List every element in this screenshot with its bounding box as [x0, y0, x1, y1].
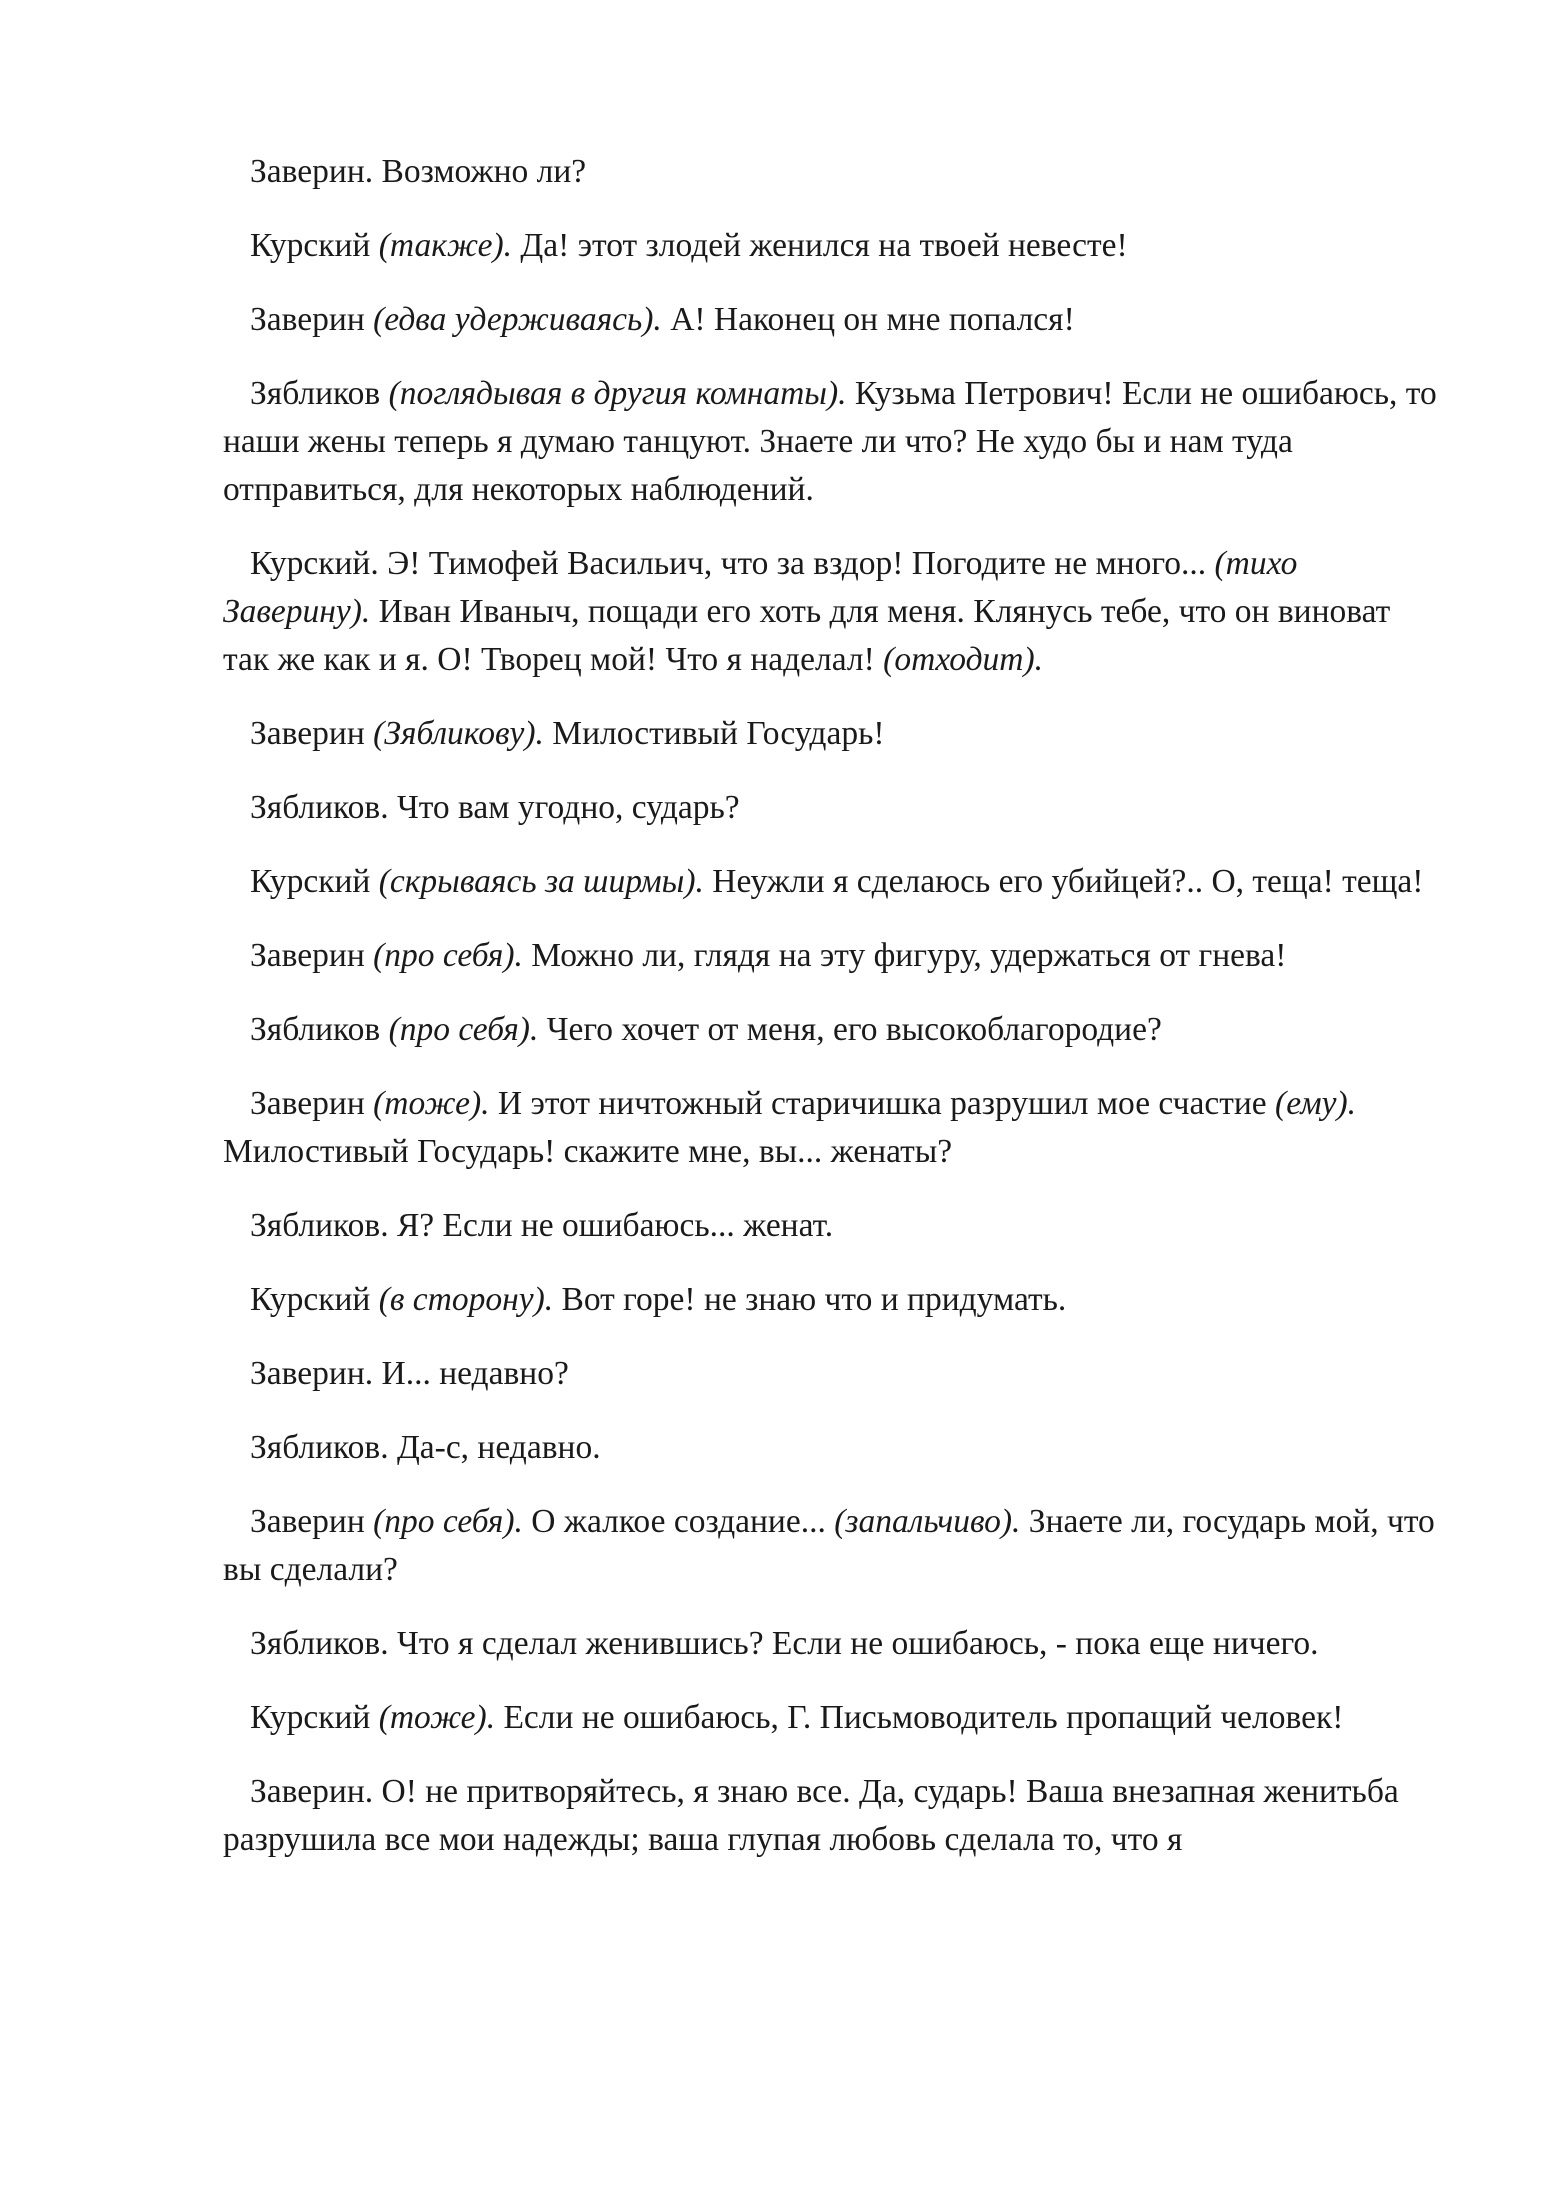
- stage-direction: (в сторону).: [378, 1281, 554, 1318]
- paragraph-4: [223, 370, 1438, 514]
- dialogue-text: Иван Иваныч, пощади его хоть для меня. Клянусь тебе, что он виноват так же как и я. О! Творец мой! Что я наделал!: [223, 593, 1391, 678]
- paragraph-2: [223, 222, 1438, 270]
- dialogue-text: Курский. Э! Тимофей Васильич, что за вздор! Погодите не много...: [250, 545, 1215, 582]
- paragraph-16: [223, 1498, 1438, 1594]
- paragraph-12: [223, 1202, 1438, 1250]
- speaker-text: Заверин. Возможно ли?: [250, 153, 587, 190]
- stage-direction: (скрываясь за ширмы).: [378, 863, 704, 900]
- paragraph-18: [223, 1694, 1438, 1742]
- stage-direction: (ему).: [1275, 1085, 1357, 1122]
- paragraph-19: [223, 1768, 1438, 1864]
- speaker-text: Зябликов: [250, 375, 389, 412]
- dialogue-text: Заверин. О! не притворяйтесь, я знаю все. Да, сударь! Ваша внезапная женитьба разрушила все мои надежды; ваша глупая любовь сделала то, что я: [223, 1773, 1399, 1858]
- dialogue-text: Зябликов. Я? Если не ошибаюсь... женат.: [250, 1207, 834, 1244]
- speaker-text: Курский: [250, 227, 379, 264]
- stage-direction: (также).: [378, 227, 512, 264]
- dialogue-text: Можно ли, глядя на эту фигуру, удержаться от гнева!: [522, 937, 1287, 974]
- dialogue-text: Милостивый Государь! скажите мне, вы... женаты?: [223, 1133, 953, 1170]
- dialogue-text: Да! этот злодей женился на твоей невесте!: [512, 227, 1128, 264]
- paragraph-14: [223, 1350, 1438, 1398]
- paragraph-15: [223, 1424, 1438, 1472]
- stage-direction: (тоже).: [373, 1085, 490, 1122]
- dialogue-text: Если не ошибаюсь, Г. Письмоводитель пропащий человек!: [495, 1699, 1344, 1736]
- paragraph-9: [223, 932, 1438, 980]
- speaker-text: Заверин: [250, 1085, 374, 1122]
- stage-direction: (тоже).: [378, 1699, 496, 1736]
- stage-direction: (отходит).: [883, 641, 1044, 678]
- paragraph-17: [223, 1620, 1438, 1668]
- speaker-text: Курский: [250, 863, 379, 900]
- dialogue-text: Неужли я сделаюсь его убийцей?.. О, теща! теща!: [703, 863, 1424, 900]
- speaker-text: Зябликов: [250, 1011, 389, 1048]
- dialogue-text: Знаете ли, государь мой, что вы сделали?: [223, 1503, 1435, 1588]
- dialogue-text: Заверин. И... недавно?: [250, 1355, 569, 1392]
- stage-direction: (про себя).: [373, 937, 523, 974]
- dialogue-text: Кузьма Петрович! Если не ошибаюсь, то наши жены теперь я думаю танцуют. Знаете ли что? Не худо бы и нам туда отправиться, для некоторых наблюдений.: [223, 375, 1437, 508]
- dialogue-text: О жалкое создание...: [522, 1503, 835, 1540]
- speaker-text: Заверин: [250, 937, 374, 974]
- paragraph-3: [223, 296, 1438, 344]
- paragraph-6: [223, 710, 1438, 758]
- dialogue-text: Зябликов. Да-с, недавно.: [250, 1429, 601, 1466]
- stage-direction: (про себя).: [388, 1011, 539, 1048]
- stage-direction: (тихо Заверину).: [223, 545, 1298, 630]
- speaker-text: Заверин: [250, 1503, 374, 1540]
- stage-direction: (запальчиво).: [834, 1503, 1021, 1540]
- document-page: [223, 148, 1438, 1890]
- dialogue-text: И этот ничтожный старичишка разрушил мое счастие: [489, 1085, 1276, 1122]
- speaker-text: Заверин: [250, 301, 374, 338]
- speaker-text: Заверин: [250, 715, 374, 752]
- dialogue-text: Милостивый Государь!: [543, 715, 885, 752]
- dialogue-text: А! Наконец он мне попался!: [661, 301, 1075, 338]
- speaker-text: Курский: [250, 1699, 379, 1736]
- paragraph-10: [223, 1006, 1438, 1054]
- dialogue-text: Вот горе! не знаю что и придумать.: [553, 1281, 1067, 1318]
- stage-direction: (про себя).: [373, 1503, 523, 1540]
- speaker-text: Курский: [250, 1281, 379, 1318]
- paragraph-8: [223, 858, 1438, 906]
- paragraph-11: [223, 1080, 1438, 1176]
- dialogue-text: Чего хочет от меня, его высокоблагородие?: [538, 1011, 1162, 1048]
- dialogue-text: Зябликов. Что вам угодно, сударь?: [250, 789, 740, 826]
- stage-direction: (едва удерживаясь).: [373, 301, 662, 338]
- paragraph-5: [223, 540, 1438, 684]
- dialogue-text: Зябликов. Что я сделал женившись? Если не ошибаюсь, - пока еще ничего.: [250, 1625, 1319, 1662]
- stage-direction: (поглядывая в другия комнаты).: [388, 375, 847, 412]
- paragraph-1: [223, 148, 1438, 196]
- paragraph-7: [223, 784, 1438, 832]
- paragraph-13: [223, 1276, 1438, 1324]
- stage-direction: (Зябликову).: [373, 715, 544, 752]
